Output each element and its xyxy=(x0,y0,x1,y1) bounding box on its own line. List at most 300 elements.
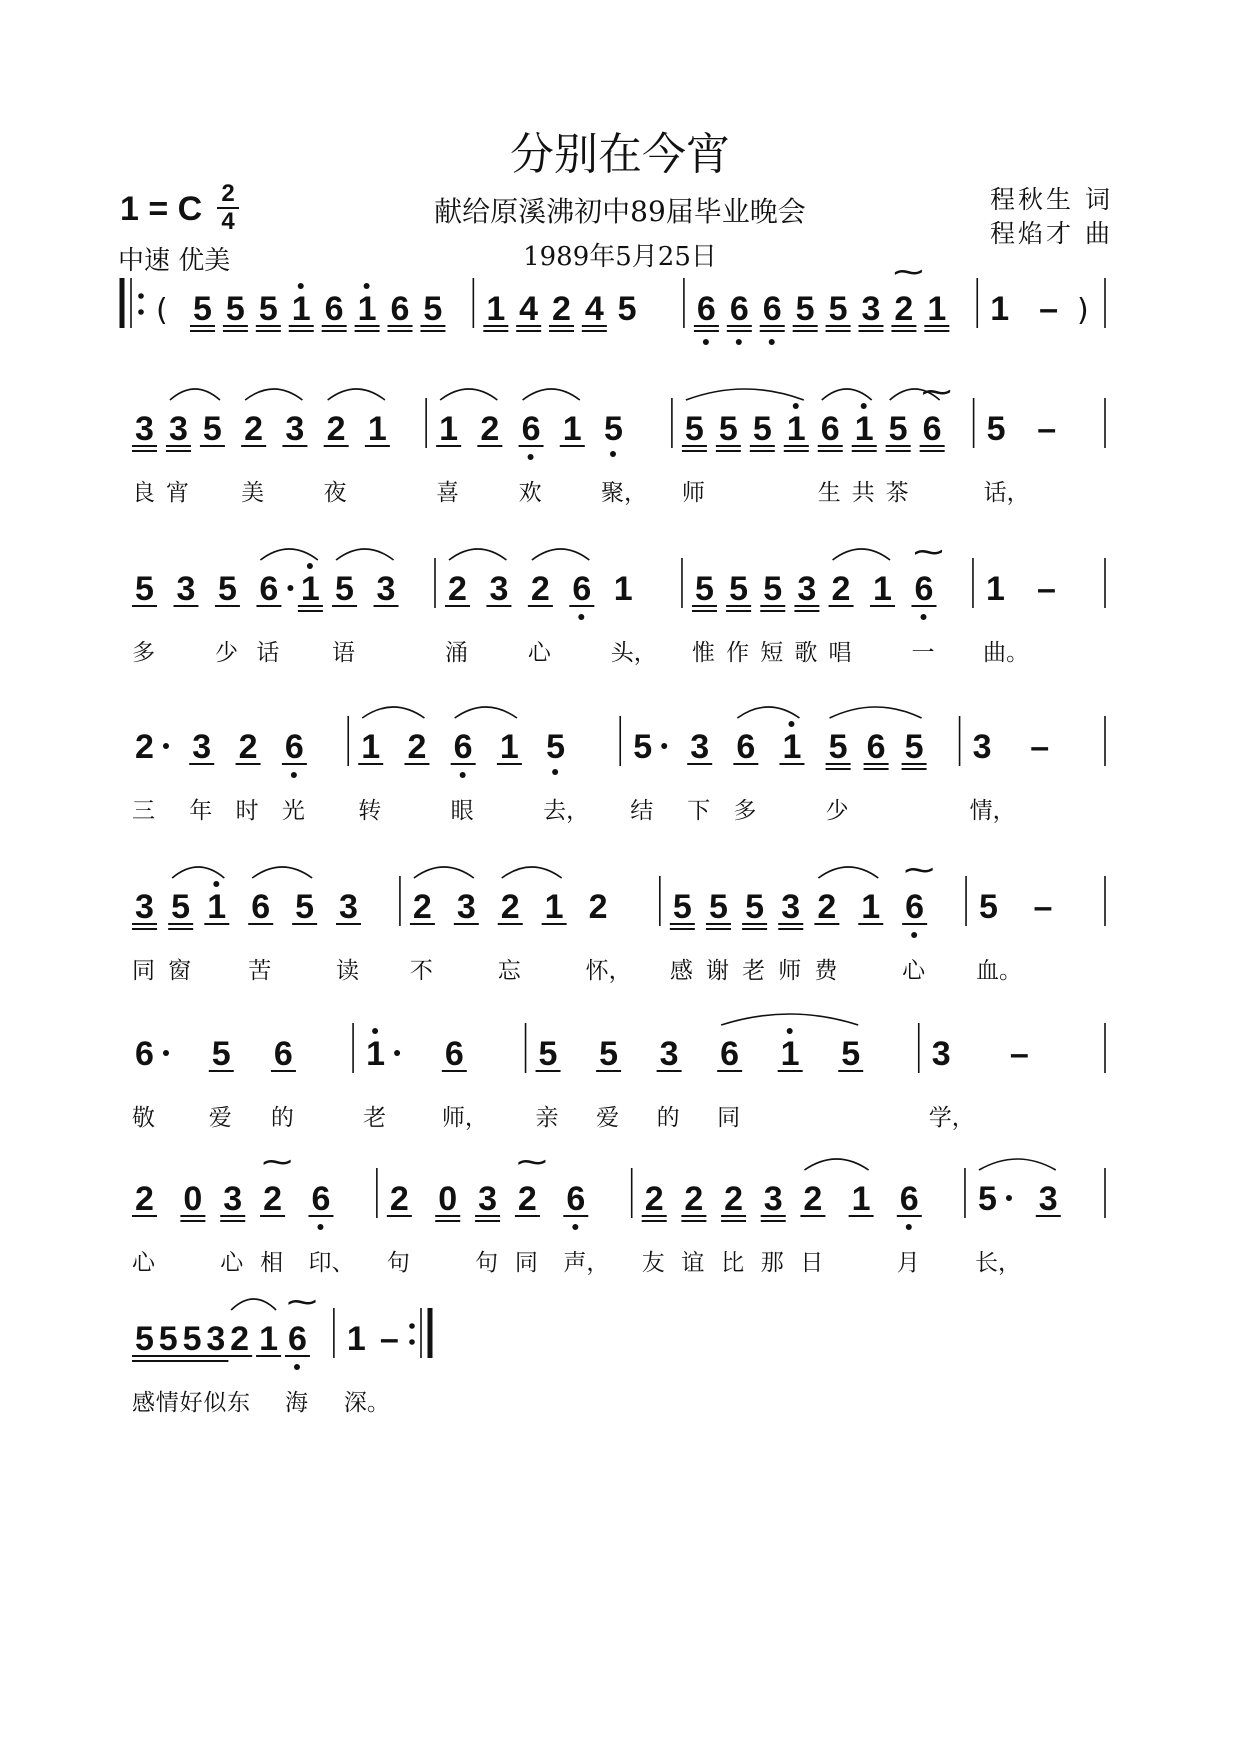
lyric: 喜 xyxy=(436,480,460,506)
note: 3 xyxy=(135,888,154,926)
note: 5 xyxy=(672,888,692,926)
note: – xyxy=(1037,410,1057,448)
lyric: 曲。 xyxy=(982,640,1029,666)
low-octave-dot xyxy=(528,454,534,460)
lyric: 谢 xyxy=(705,958,729,984)
lyric: 欢 xyxy=(518,480,542,506)
note: 5 xyxy=(986,410,1006,448)
low-octave-dot xyxy=(460,772,466,778)
high-octave-dot xyxy=(307,563,313,569)
note: 1 xyxy=(861,888,881,926)
note: – xyxy=(1039,290,1059,328)
note: 2 xyxy=(517,1180,537,1218)
note: 1 xyxy=(562,410,582,448)
note: 5 xyxy=(729,570,749,608)
high-octave-dot xyxy=(788,721,794,727)
lyric: 良 xyxy=(132,480,155,506)
tempo-marking: 中速 优美 xyxy=(118,246,231,276)
slur xyxy=(979,1159,1056,1170)
slur xyxy=(502,867,562,878)
note: 6 xyxy=(572,570,592,608)
note: 5 xyxy=(335,570,354,608)
slur xyxy=(440,389,497,400)
note: 6 xyxy=(566,1180,586,1218)
lyricist-credit: 程秋生 词 xyxy=(990,185,1113,214)
note: 1 xyxy=(361,728,381,766)
note: 5 xyxy=(258,290,278,328)
lyric: 不 xyxy=(409,958,433,984)
note: 3 xyxy=(339,888,358,926)
lyric: 的 xyxy=(270,1105,294,1131)
note: 1 xyxy=(300,570,320,608)
composer-credit: 程焰才 曲 xyxy=(990,219,1113,248)
lyric: 那 xyxy=(760,1250,784,1276)
note: 2 xyxy=(407,728,427,766)
augmentation-dot xyxy=(394,1050,400,1056)
ornament-mark: ⁓ xyxy=(913,535,944,570)
note: 2 xyxy=(552,290,571,328)
slur xyxy=(686,389,804,400)
augmentation-dot xyxy=(661,743,667,749)
note: 1 xyxy=(990,290,1010,328)
note: 6 xyxy=(899,1180,919,1218)
lyric: 日 xyxy=(800,1250,824,1276)
high-octave-dot xyxy=(213,881,219,887)
lyric: 生 xyxy=(817,480,841,506)
note: 2 xyxy=(389,1180,409,1218)
note: 1 xyxy=(259,1320,278,1358)
note: 1 xyxy=(854,410,874,448)
slur xyxy=(231,1299,276,1310)
note: 2 xyxy=(500,888,520,926)
lyric: 夜 xyxy=(323,480,347,506)
note: 6 xyxy=(444,1035,464,1073)
time-signature-top: 2 xyxy=(221,180,235,207)
lyric: 一 xyxy=(911,640,935,666)
key-signature: 1 = C xyxy=(120,190,203,228)
lyric: 师 xyxy=(681,480,705,506)
note: 6 xyxy=(287,1320,307,1358)
lyric: 唱 xyxy=(828,640,852,666)
note: 5 xyxy=(979,888,998,926)
low-octave-dot xyxy=(736,339,742,345)
slur xyxy=(455,707,517,718)
note: 5 xyxy=(158,1320,178,1358)
augmentation-dot xyxy=(287,585,293,591)
lyric: 老 xyxy=(363,1105,387,1131)
note: 6 xyxy=(820,410,840,448)
dedication: 献给原溪沸初中89届毕业晚会 xyxy=(434,195,806,228)
lyric: 比 xyxy=(721,1250,745,1276)
augmentation-dot xyxy=(163,1050,169,1056)
note: 6 xyxy=(762,290,782,328)
lyric: 同 xyxy=(717,1105,741,1131)
slur xyxy=(170,389,220,400)
lyric: 眼 xyxy=(450,798,474,824)
ornament-mark: ⁓ xyxy=(262,1145,293,1180)
note: 5 xyxy=(603,410,623,448)
note: 1 xyxy=(367,410,387,448)
high-octave-dot xyxy=(372,1028,378,1034)
song-title: 分别在今宵 xyxy=(510,129,730,180)
note: 3 xyxy=(797,570,817,608)
lyric: 爱 xyxy=(208,1105,232,1131)
lyric: 下 xyxy=(687,798,711,824)
lyric: 长， xyxy=(974,1250,1021,1276)
high-octave-dot xyxy=(793,403,799,409)
repeat-dot xyxy=(138,293,144,299)
note: 6 xyxy=(453,728,473,766)
note: 6 xyxy=(729,290,749,328)
lyric: 少 xyxy=(825,798,849,824)
note: 1 xyxy=(985,570,1005,608)
lyric: 月 xyxy=(896,1250,920,1276)
ornament-mark: ⁓ xyxy=(904,853,935,888)
note: 5 xyxy=(599,1035,619,1073)
note: 3 xyxy=(223,1180,243,1218)
ornament-mark: ⁓ xyxy=(921,375,952,410)
slur xyxy=(822,389,872,400)
note: 6 xyxy=(259,570,279,608)
lyric: 的 xyxy=(656,1105,680,1131)
time-signature-bottom: 4 xyxy=(221,208,235,235)
note: – xyxy=(1033,888,1053,926)
lyric: 好 xyxy=(179,1390,203,1416)
note: 2 xyxy=(894,290,914,328)
low-octave-dot xyxy=(294,1364,300,1370)
note: 1 xyxy=(613,570,633,608)
paren-open: ( xyxy=(156,293,168,328)
note: – xyxy=(1009,1035,1029,1073)
lyric: 谊 xyxy=(681,1250,705,1276)
note: 3 xyxy=(135,410,154,448)
lyric: 似 xyxy=(203,1390,227,1416)
ornament-mark: ⁓ xyxy=(286,1285,317,1320)
lyric: 师 xyxy=(778,958,802,984)
augmentation-dot xyxy=(163,743,169,749)
note: 2 xyxy=(644,1180,664,1218)
note: 1 xyxy=(780,1035,800,1073)
lyric: 情， xyxy=(969,798,1016,824)
lyric: 东 xyxy=(227,1390,251,1416)
low-octave-dot xyxy=(572,1224,578,1230)
note: 6 xyxy=(324,290,344,328)
ornament-mark: ⁓ xyxy=(893,255,924,290)
lyric: 歌 xyxy=(794,640,818,666)
note: 2 xyxy=(412,888,432,926)
lyric: 心 xyxy=(220,1250,244,1276)
lyric: 忘 xyxy=(497,958,521,984)
lyric: 共 xyxy=(851,480,875,506)
note: 6 xyxy=(521,410,541,448)
low-octave-dot xyxy=(906,1224,912,1230)
augmentation-dot xyxy=(1006,1195,1012,1201)
note: 4 xyxy=(584,290,604,328)
note: 5 xyxy=(423,290,443,328)
note: 5 xyxy=(202,410,222,448)
note: 5 xyxy=(538,1035,558,1073)
lyric: 多 xyxy=(132,640,155,666)
note: 5 xyxy=(708,888,728,926)
note: 5 xyxy=(193,290,212,328)
note: 2 xyxy=(724,1180,743,1218)
note: 3 xyxy=(192,728,212,766)
note: 6 xyxy=(135,1035,154,1073)
note: 5 xyxy=(718,410,738,448)
lyric: 句 xyxy=(386,1250,410,1276)
slur xyxy=(172,867,224,878)
lyric: 苦 xyxy=(248,958,272,984)
slur xyxy=(737,707,799,718)
slur xyxy=(523,389,580,400)
note: 1 xyxy=(851,1180,871,1218)
note: 0 xyxy=(438,1180,458,1218)
lyric: 情 xyxy=(155,1390,179,1416)
low-octave-dot xyxy=(920,614,926,620)
lyric: 读 xyxy=(336,958,360,984)
note: 5 xyxy=(977,1180,997,1218)
note: 6 xyxy=(311,1180,331,1218)
lyric: 友 xyxy=(641,1250,665,1276)
lyric: 转 xyxy=(358,798,382,824)
note: 1 xyxy=(544,888,564,926)
low-octave-dot xyxy=(911,932,917,938)
low-octave-dot xyxy=(769,339,775,345)
note: – xyxy=(1036,570,1056,608)
lyric: 涌 xyxy=(444,640,468,666)
lyric: 怀， xyxy=(585,958,632,984)
note: 2 xyxy=(447,570,467,608)
lyric: 师， xyxy=(441,1105,488,1131)
slur xyxy=(414,867,474,878)
slur xyxy=(328,389,385,400)
slur xyxy=(833,549,890,560)
note: 5 xyxy=(795,290,815,328)
lyric: 心 xyxy=(902,958,926,984)
slur xyxy=(252,867,312,878)
lyric: 老 xyxy=(742,958,766,984)
note: 5 xyxy=(135,1320,154,1358)
note: 3 xyxy=(931,1035,951,1073)
note: 5 xyxy=(171,888,191,926)
note: 5 xyxy=(904,728,924,766)
note: 5 xyxy=(217,570,237,608)
note: 5 xyxy=(763,570,783,608)
note: 5 xyxy=(841,1035,861,1073)
note: 1 xyxy=(439,410,459,448)
note: 6 xyxy=(696,290,716,328)
slur xyxy=(245,389,302,400)
note: 2 xyxy=(530,570,550,608)
note: 1 xyxy=(499,728,519,766)
slur xyxy=(830,707,922,718)
note: 1 xyxy=(357,290,377,328)
note: 3 xyxy=(1038,1180,1058,1218)
lyric: 心 xyxy=(527,640,551,666)
note: 2 xyxy=(244,410,264,448)
note: 5 xyxy=(182,1320,202,1358)
note: 2 xyxy=(803,1180,823,1218)
note: 3 xyxy=(861,290,881,328)
note: 3 xyxy=(781,888,801,926)
note: 1 xyxy=(873,570,892,608)
high-octave-dot xyxy=(787,1028,793,1034)
lyric: 少 xyxy=(214,640,238,666)
note: 5 xyxy=(684,410,704,448)
lyric: 感 xyxy=(132,1390,155,1416)
slur xyxy=(336,549,393,560)
note: 6 xyxy=(866,728,886,766)
note: 6 xyxy=(905,888,925,926)
high-octave-dot xyxy=(364,283,370,289)
note: 5 xyxy=(828,728,848,766)
lyric: 惟 xyxy=(691,640,715,666)
note: 1 xyxy=(291,290,311,328)
note: 3 xyxy=(168,410,188,448)
lyric: 心 xyxy=(132,1250,155,1276)
note: 3 xyxy=(972,728,992,766)
note: 5 xyxy=(633,728,653,766)
note: 6 xyxy=(736,728,756,766)
note: 6 xyxy=(390,290,410,328)
lyric: 去， xyxy=(543,798,590,824)
lyric: 同 xyxy=(132,958,155,984)
low-octave-dot xyxy=(578,614,584,620)
note: 1 xyxy=(207,888,227,926)
note: 5 xyxy=(752,410,772,448)
note: 2 xyxy=(684,1180,704,1218)
note: 1 xyxy=(346,1320,366,1358)
lyric: 聚， xyxy=(600,480,647,506)
note: 3 xyxy=(478,1180,498,1218)
lyric: 费 xyxy=(814,958,838,984)
note: 6 xyxy=(922,410,942,448)
note: 5 xyxy=(745,888,765,926)
low-octave-dot xyxy=(317,1224,323,1230)
note: 5 xyxy=(694,570,714,608)
lyric: 美 xyxy=(241,480,265,506)
lyric: 宵 xyxy=(165,480,189,506)
slur xyxy=(721,1014,858,1025)
lyric: 短 xyxy=(760,640,784,666)
low-octave-dot xyxy=(291,772,297,778)
lyric: 深。 xyxy=(343,1390,390,1416)
note: 2 xyxy=(238,728,258,766)
low-octave-dot xyxy=(703,339,709,345)
note: 0 xyxy=(183,1180,203,1218)
lyric: 学， xyxy=(928,1105,975,1131)
note: 3 xyxy=(489,570,509,608)
note: – xyxy=(1030,728,1050,766)
lyric: 多 xyxy=(733,798,757,824)
note: – xyxy=(379,1320,399,1358)
note: 1 xyxy=(486,290,506,328)
lyric: 同 xyxy=(514,1250,538,1276)
note: 2 xyxy=(230,1320,250,1358)
note: 3 xyxy=(206,1320,226,1358)
note: 1 xyxy=(786,410,806,448)
lyric: 海 xyxy=(284,1390,308,1416)
lyric: 作 xyxy=(726,640,750,666)
note: 2 xyxy=(817,888,837,926)
lyric: 光 xyxy=(281,798,305,824)
repeat-dot xyxy=(138,309,144,315)
lyric: 爱 xyxy=(596,1105,620,1131)
lyric: 声， xyxy=(563,1250,610,1276)
note: 5 xyxy=(888,410,908,448)
note: 6 xyxy=(720,1035,740,1073)
lyric: 话 xyxy=(256,640,280,666)
paren-close: ) xyxy=(1077,293,1089,328)
lyric: 亲 xyxy=(535,1105,559,1131)
note: 1 xyxy=(927,290,947,328)
note: 3 xyxy=(376,570,396,608)
lyric: 窗 xyxy=(168,958,192,984)
note: 3 xyxy=(285,410,305,448)
note: 3 xyxy=(456,888,476,926)
note: 2 xyxy=(135,728,154,766)
lyric: 三 xyxy=(132,798,155,824)
lyric: 句 xyxy=(475,1250,499,1276)
note: 6 xyxy=(251,888,271,926)
lyric: 语 xyxy=(332,640,356,666)
note: 3 xyxy=(176,570,196,608)
note: 2 xyxy=(263,1180,283,1218)
note: 5 xyxy=(295,888,315,926)
note: 1 xyxy=(782,728,802,766)
lyric: 话， xyxy=(983,480,1030,506)
repeat-dot xyxy=(409,1339,415,1345)
lyric: 感 xyxy=(669,958,693,984)
note: 5 xyxy=(617,290,637,328)
high-octave-dot xyxy=(298,283,304,289)
note: 4 xyxy=(519,290,539,328)
note: 6 xyxy=(914,570,934,608)
note: 3 xyxy=(763,1180,783,1218)
slur xyxy=(818,867,878,878)
note: 3 xyxy=(659,1035,679,1073)
note: 5 xyxy=(135,570,154,608)
note: 6 xyxy=(273,1035,293,1073)
note: 1 xyxy=(366,1035,386,1073)
note: 2 xyxy=(135,1180,154,1218)
slur xyxy=(260,549,317,560)
lyric: 相 xyxy=(260,1250,284,1276)
lyric: 结 xyxy=(630,798,654,824)
slur xyxy=(532,549,589,560)
slur xyxy=(449,549,506,560)
high-octave-dot xyxy=(861,403,867,409)
lyric: 年 xyxy=(189,798,213,824)
low-octave-dot xyxy=(552,769,558,775)
date: 1989年5月25日 xyxy=(523,242,717,272)
slur xyxy=(804,1159,868,1170)
repeat-dot xyxy=(409,1323,415,1329)
note: 5 xyxy=(225,290,245,328)
note: 3 xyxy=(690,728,710,766)
lyric: 敬 xyxy=(132,1105,155,1131)
low-octave-dot xyxy=(610,451,616,457)
ornament-mark: ⁓ xyxy=(516,1145,547,1180)
note: 2 xyxy=(588,888,608,926)
slur xyxy=(362,707,424,718)
note: 5 xyxy=(211,1035,231,1073)
lyric: 头， xyxy=(610,640,657,666)
lyric: 茶 xyxy=(885,480,909,506)
note: 2 xyxy=(326,410,346,448)
note: 2 xyxy=(831,570,851,608)
note: 2 xyxy=(480,410,500,448)
